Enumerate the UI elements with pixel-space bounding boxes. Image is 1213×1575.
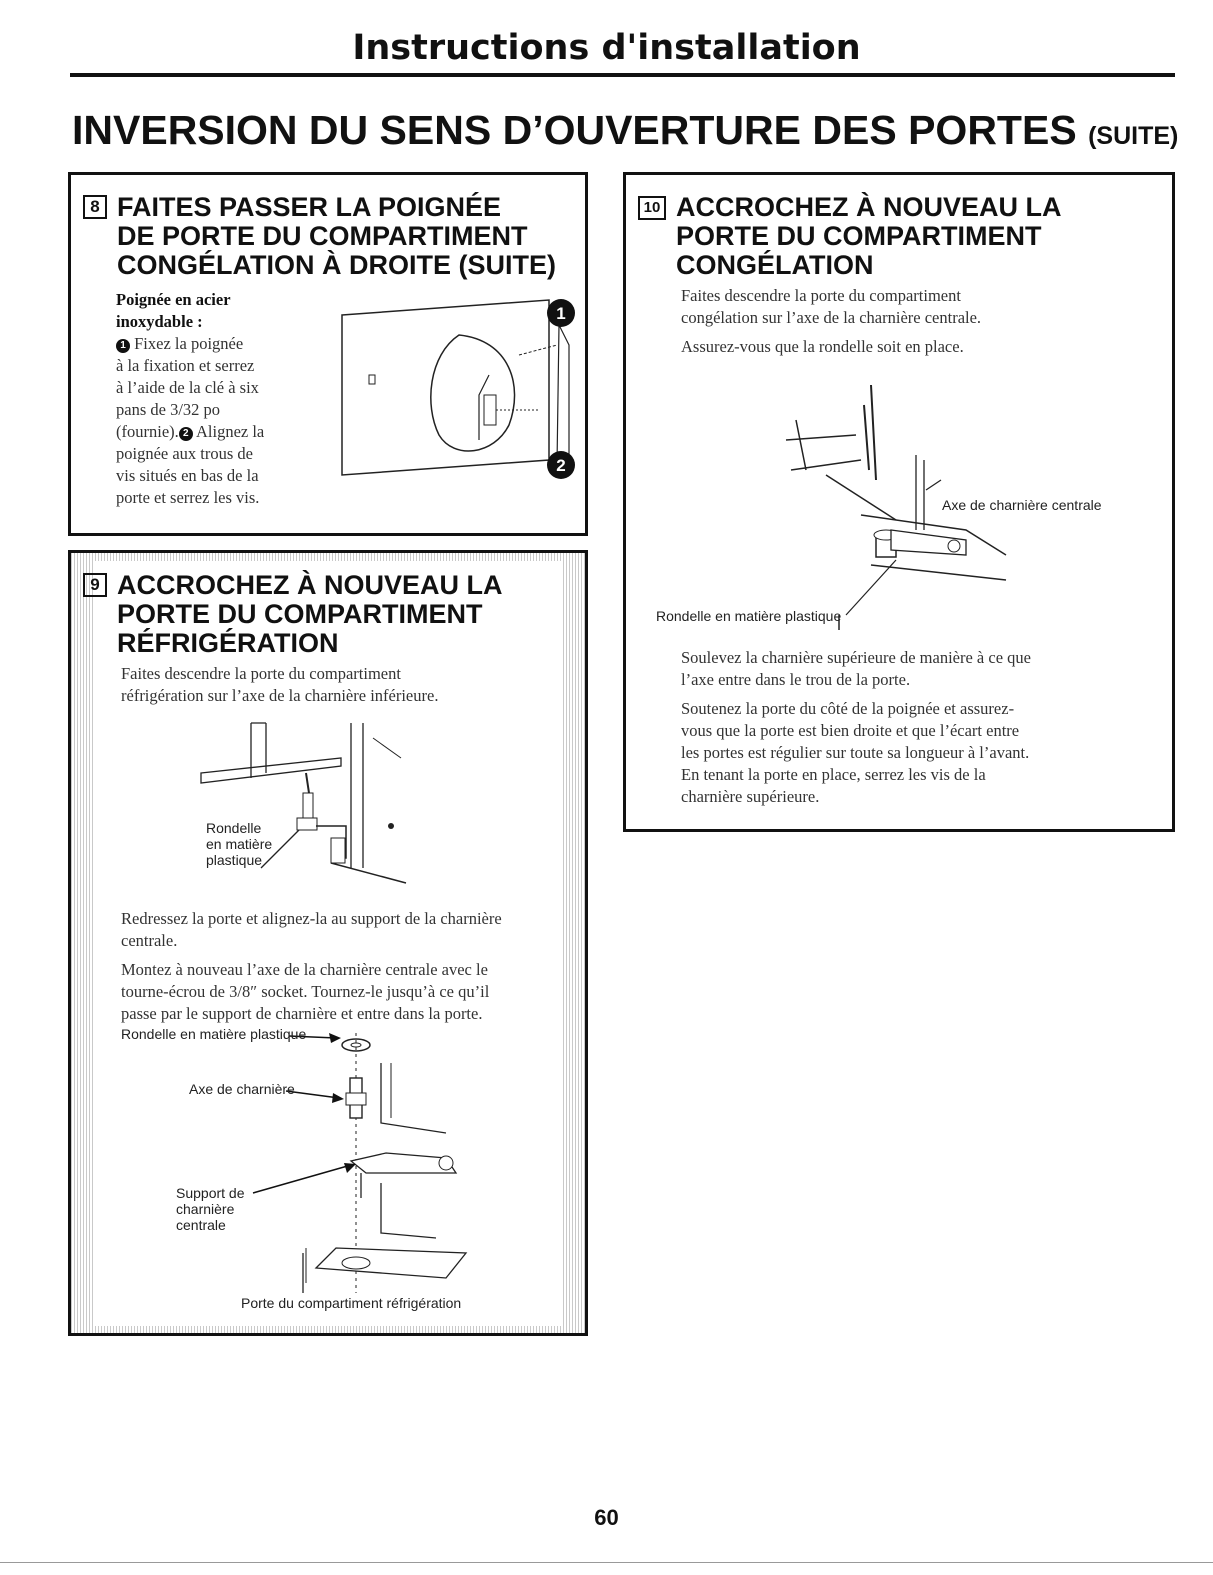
step9-panel — [68, 550, 588, 1336]
step10-panel — [623, 172, 1175, 832]
marker-2-icon: 2 — [179, 427, 193, 441]
step8-heading-line2: DE PORTE DU COMPARTIMENT — [117, 221, 528, 251]
step8-text — [116, 289, 376, 509]
step8-text-line: poignée aux trous de — [116, 444, 254, 463]
step8-subhead-line2: inoxydable : — [116, 312, 203, 331]
step8-text-line: pans de 3/32 po — [116, 400, 221, 419]
step8-subhead-line1: Poignée en acier — [116, 290, 231, 309]
handle-illustration — [339, 285, 584, 505]
step8-number: 8 — [83, 195, 107, 219]
center-hinge-pin-label: Axe de charnière centrale — [942, 497, 1102, 513]
step8-heading — [83, 193, 583, 280]
step8-heading-line1: FAITES PASSER LA POIGNÉE — [117, 192, 502, 222]
step8-text-line: à la fixation et serrez — [116, 356, 255, 375]
page-header-title: Instructions d'installation — [352, 28, 861, 68]
step9-text1: Faites descendre la porte du compartiment réfrigération sur l’axe de la charnière inférieure. — [121, 664, 439, 705]
step10-heading-line1: ACCROCHEZ À NOUVEAU LA — [676, 192, 1062, 222]
step9-heading-line1: ACCROCHEZ À NOUVEAU LA — [117, 570, 503, 600]
marker-1-icon: 1 — [116, 339, 130, 353]
section-title — [72, 107, 1178, 154]
hinge-support-label: Support de charnière centrale — [176, 1185, 245, 1233]
step10-text1: Faites descendre la porte du compartiment congélation sur l’axe de la charnière centrale. Assurez-vous que la rondelle soit en place. — [681, 286, 982, 356]
washer-label: Rondelle en matière plastique — [121, 1026, 307, 1042]
hinge-pin-label: Axe de charnière — [189, 1081, 295, 1097]
step10-heading — [638, 193, 1168, 280]
svg-text:2: 2 — [556, 456, 566, 475]
step9-heading-line2: PORTE DU COMPARTIMENT — [117, 599, 483, 629]
section-title-text: INVERSION DU SENS D’OUVERTURE DES PORTES — [72, 107, 1077, 153]
page-number: 60 — [594, 1505, 619, 1530]
step10-number: 10 — [638, 196, 666, 220]
step10-heading-line3: CONGÉLATION — [676, 250, 874, 280]
svg-text:1: 1 — [556, 304, 566, 323]
step8-panel — [68, 172, 588, 536]
step9-heading-line3: RÉFRIGÉRATION — [117, 628, 339, 658]
step8-text-line: vis situés en bas de la — [116, 466, 259, 485]
step10-text2: Soulevez la charnière supérieure de manière à ce que l’axe entre dans le trou de la porte. Soutenez la porte du côté de la poignée et assurez- vous que la porte est bien droite et que l’écart entre les portes est régulier sur toute sa longueur à l’avant. En tenant la porte en place, serrez les vis de la charnière supérieure. — [681, 648, 1031, 806]
step8-heading-line3: CONGÉLATION À DROITE (SUITE) — [117, 250, 556, 280]
step8-text-line: Fixez la poignée — [134, 334, 244, 353]
step8-text-line: à l’aide de la clé à six — [116, 378, 259, 397]
step9-number: 9 — [83, 573, 107, 597]
bottom-divider — [0, 1562, 1213, 1563]
step8-text-line: porte et serrez les vis. — [116, 488, 260, 507]
step8-text-line: (fournie). — [116, 422, 179, 441]
fridge-door-label: Porte du compartiment réfrigération — [241, 1295, 462, 1311]
section-title-suffix: (SUITE) — [1088, 122, 1179, 150]
step9-rondelle-label: Rondelle en matière plastique — [206, 820, 273, 868]
plastic-washer-label: Rondelle en matière plastique — [656, 608, 842, 624]
step10-heading-line2: PORTE DU COMPARTIMENT — [676, 221, 1042, 251]
header-divider — [70, 73, 1175, 77]
step9-text2: Redressez la porte et alignez-la au support de la charnière centrale. Montez à nouveau l’axe de la charnière centrale avec le tourne-écrou de 3/8″ socket. Tournez-le jusqu’à ce qu’il passe par le support de charnière et entre dans la porte. — [121, 909, 502, 1023]
step8-text-line: Alignez la — [195, 422, 265, 441]
